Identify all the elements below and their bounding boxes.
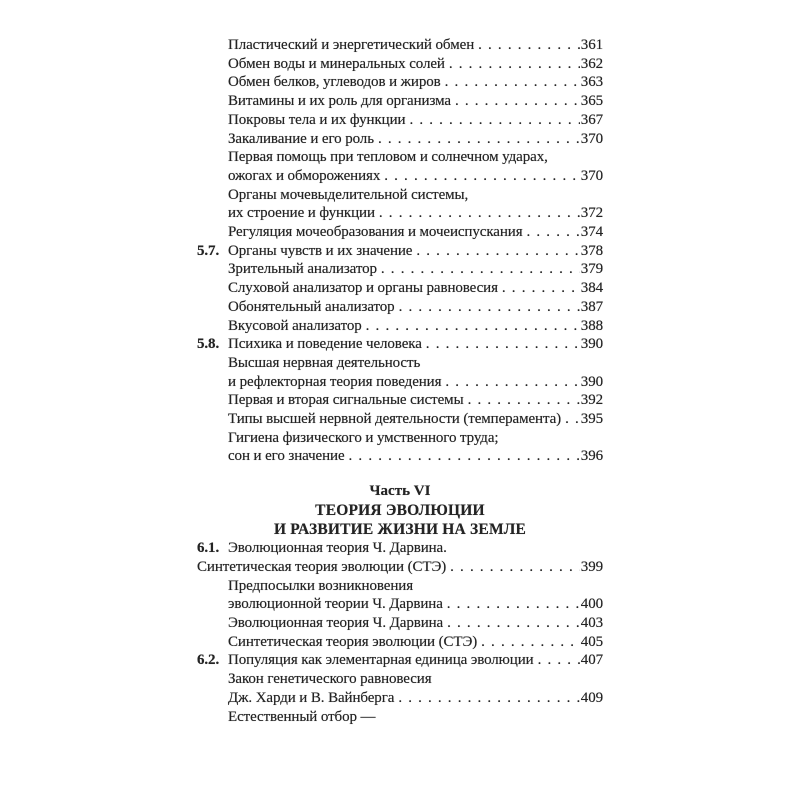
dot-leader	[447, 595, 580, 614]
toc-entry	[197, 447, 603, 466]
toc-entry-text: Обмен воды и минеральных солей	[228, 55, 445, 72]
dot-leader	[538, 651, 580, 670]
dot-leader	[447, 614, 580, 633]
dot-leader	[455, 92, 580, 111]
part-title-line2: И РАЗВИТИЕ ЖИЗНИ НА ЗЕМЛЕ	[273, 521, 527, 539]
toc-entry	[197, 92, 603, 111]
dot-leader	[502, 279, 580, 298]
toc-entry	[197, 670, 603, 689]
toc-entry	[197, 354, 603, 373]
toc-entry-text: Витамины и их роль для организма	[228, 93, 451, 110]
dot-leader	[366, 317, 580, 336]
toc-entry	[197, 539, 603, 558]
toc-entry	[197, 373, 603, 392]
toc-entry-page: 407	[580, 652, 603, 669]
toc-entry	[197, 148, 603, 167]
dot-leader	[481, 633, 580, 652]
toc-entry-page: 367	[580, 111, 603, 128]
toc-column	[197, 36, 603, 726]
toc-entry-text: Предпосылки возникновения	[228, 577, 413, 594]
toc-entry-number: 6.2.	[197, 652, 220, 669]
toc-entry-text: Естественный отбор —	[228, 708, 376, 725]
toc-entry-page: 403	[580, 614, 603, 631]
toc-entry	[197, 317, 603, 336]
toc-entry	[197, 595, 603, 614]
toc-entry-text: Синтетическая теория эволюции (СТЭ)	[197, 558, 447, 575]
toc-entry-text: Первая и вторая сигнальные системы	[228, 392, 464, 409]
part-title-line1: ТЕОРИЯ ЭВОЛЮЦИИ	[315, 502, 485, 520]
toc-entry-page: 361	[580, 37, 603, 53]
toc-entry-page: 365	[580, 93, 603, 110]
toc-entry-text: Закон генетического равновесия	[228, 671, 432, 688]
toc-entry-text: Пластический и энергетический обмен	[228, 37, 475, 53]
toc-entry-text: Вкусовой анализатор	[228, 317, 362, 334]
part-label: Часть VI	[369, 483, 431, 500]
dot-leader	[398, 689, 579, 708]
toc-section-6	[197, 539, 603, 726]
toc-entry-text: Эволюционная теория Ч. Дарвина.	[228, 540, 447, 557]
toc-entry-text: ожогах и обморожениях	[228, 167, 381, 184]
dot-leader	[416, 242, 579, 261]
toc-entry-page: 370	[580, 167, 603, 184]
toc-entry-text: Дж. Харди и В. Вайнберга	[228, 689, 395, 706]
toc-entry-page: 388	[580, 317, 603, 334]
toc-entry-text: Популяция как элементарная единица эволюции	[228, 652, 534, 669]
dot-leader	[478, 36, 580, 55]
toc-entry	[197, 204, 603, 223]
dot-leader	[349, 447, 580, 466]
dot-leader	[381, 260, 580, 279]
dot-leader	[527, 223, 580, 242]
toc-entry-text: Обонятельный анализатор	[228, 298, 395, 315]
toc-entry-text: Покровы тела и их функции	[228, 111, 406, 128]
toc-entry-text: Регуляция мочеобразования и мочеиспускания	[228, 224, 523, 241]
toc-entry-text: Органы чувств и их значение	[228, 242, 413, 259]
toc-entry-number: 5.8.	[197, 336, 220, 353]
toc-entry	[197, 429, 603, 448]
toc-entry-page: 400	[580, 596, 603, 613]
toc-entry	[197, 651, 603, 670]
toc-section-5	[197, 36, 603, 466]
dot-leader	[445, 73, 580, 92]
dot-leader	[468, 391, 580, 410]
toc-entry-text: Гигиена физического и умственного труда;	[228, 429, 499, 446]
toc-entry	[197, 708, 603, 727]
toc-entry-text: Закаливание и его роль	[228, 130, 374, 147]
toc-entry	[197, 186, 603, 205]
dot-leader	[445, 373, 579, 392]
toc-entry-text: Высшая нервная деятельность	[228, 354, 421, 371]
toc-entry	[197, 614, 603, 633]
toc-entry-page: 362	[580, 55, 603, 72]
toc-entry-page: 399	[580, 558, 603, 575]
toc-entry-number: 5.7.	[197, 242, 220, 259]
toc-entry-page: 384	[580, 280, 603, 297]
toc-entry	[197, 36, 603, 55]
toc-entry-page: 392	[580, 392, 603, 409]
toc-entry-page: 395	[580, 411, 603, 428]
toc-entry-text: Психика и поведение человека	[228, 336, 422, 353]
dot-leader	[409, 111, 579, 130]
toc-entry-page: 405	[580, 633, 603, 650]
dot-leader	[399, 298, 580, 317]
toc-entry	[197, 55, 603, 74]
toc-entry	[197, 130, 603, 149]
toc-entry-text: эволюционной теории Ч. Дарвина	[228, 596, 443, 613]
toc-entry-text: их строение и функции	[228, 205, 375, 222]
toc-entry-page: 363	[580, 74, 603, 91]
toc-entry	[197, 298, 603, 317]
toc-entry-text: Первая помощь при тепловом и солнечном ударах,	[228, 149, 548, 166]
dot-leader	[450, 558, 580, 577]
toc-entry-text: и рефлекторная теория поведения	[228, 373, 442, 390]
toc-entry-page: 390	[580, 373, 603, 390]
toc-entry-number: 6.1.	[197, 540, 220, 557]
toc-entry	[197, 633, 603, 652]
dot-leader	[449, 55, 580, 74]
toc-entry	[197, 167, 603, 186]
toc-entry	[197, 391, 603, 410]
toc-entry-text: Обмен белков, углеводов и жиров	[228, 74, 441, 91]
toc-entry-page: 390	[580, 336, 603, 353]
toc-entry	[197, 73, 603, 92]
toc-entry	[197, 558, 603, 577]
dot-leader	[426, 335, 580, 354]
toc-entry-page: 370	[580, 130, 603, 147]
part-heading	[197, 482, 603, 539]
toc-entry-text: Зрительный анализатор	[228, 261, 377, 278]
toc-entry	[197, 223, 603, 242]
toc-entry-page: 387	[580, 298, 603, 315]
toc-entry-page: 378	[580, 242, 603, 259]
toc-entry-page: 374	[580, 224, 603, 241]
toc-entry	[197, 335, 603, 354]
toc-entry	[197, 260, 603, 279]
toc-entry-page: 409	[580, 689, 603, 706]
dot-leader	[379, 204, 580, 223]
toc-entry-text: Синтетическая теория эволюции (СТЭ)	[228, 633, 478, 650]
toc-entry	[197, 410, 603, 429]
toc-entry-text: сон и его значение	[228, 448, 345, 465]
toc-entry	[197, 577, 603, 596]
dot-leader	[384, 167, 580, 186]
toc-entry-text: Типы высшей нервной деятельности (темперамента)	[228, 411, 562, 428]
toc-entry	[197, 242, 603, 261]
toc-entry-text: Слуховой анализатор и органы равновесия	[228, 280, 498, 297]
toc-entry-page: 396	[580, 448, 603, 465]
dot-leader	[378, 130, 580, 149]
dot-leader	[565, 410, 580, 429]
toc-entry-page: 379	[580, 261, 603, 278]
toc-entry-page: 372	[580, 205, 603, 222]
toc-entry-text: Органы мочевыделительной системы,	[228, 186, 469, 203]
toc-entry	[197, 689, 603, 708]
toc-entry-text: Эволюционная теория Ч. Дарвина	[228, 614, 444, 631]
toc-entry	[197, 111, 603, 130]
toc-entry	[197, 279, 603, 298]
